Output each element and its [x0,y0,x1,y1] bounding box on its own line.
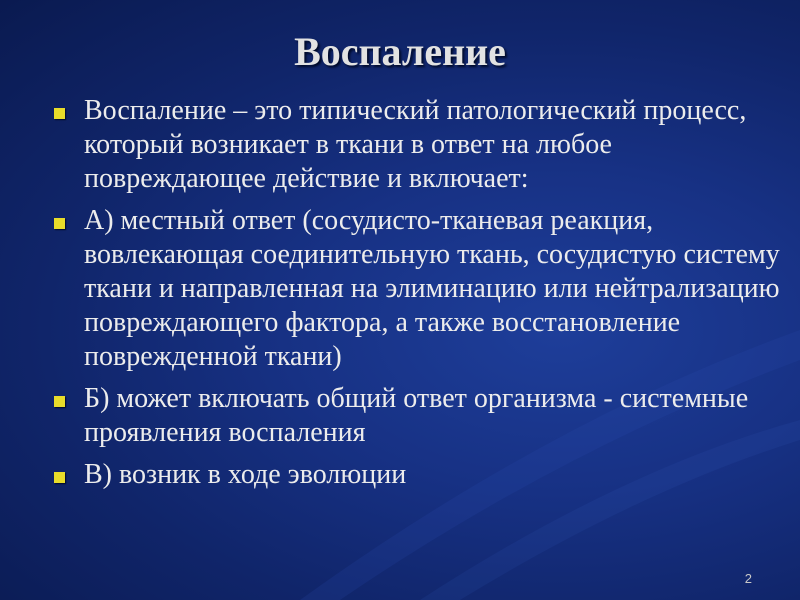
bullet-text: А) местный ответ (сосудисто-тканевая реакция, вовлекающая соединительную ткань, сосудистую систему ткани и направленная на элиминацию или нейтрализацию повреждающего фактора, а также восстановление поврежденной ткани) [84,205,780,372]
bullet-item-evolution [52,458,782,492]
bullet-text: В) возник в ходе эволюции [84,459,407,490]
bullet-text: Б) может включать общий ответ организма - системные проявления воспаления [84,383,749,448]
square-bullet-icon [54,472,65,483]
square-bullet-icon [54,396,65,407]
bullet-item-local-response [52,204,782,374]
square-bullet-icon [54,108,65,119]
slide-title: Воспаление [294,29,506,74]
square-bullet-icon [54,218,65,229]
bullet-item-systemic-response [52,382,782,450]
slide-number: 2 [744,571,752,586]
bullet-item-definition [52,94,782,196]
bullet-text: Воспаление – это типический патологический процесс, который возникает в ткани в ответ на любое повреждающее действие и включает: [84,95,747,194]
bullet-list [52,94,782,500]
